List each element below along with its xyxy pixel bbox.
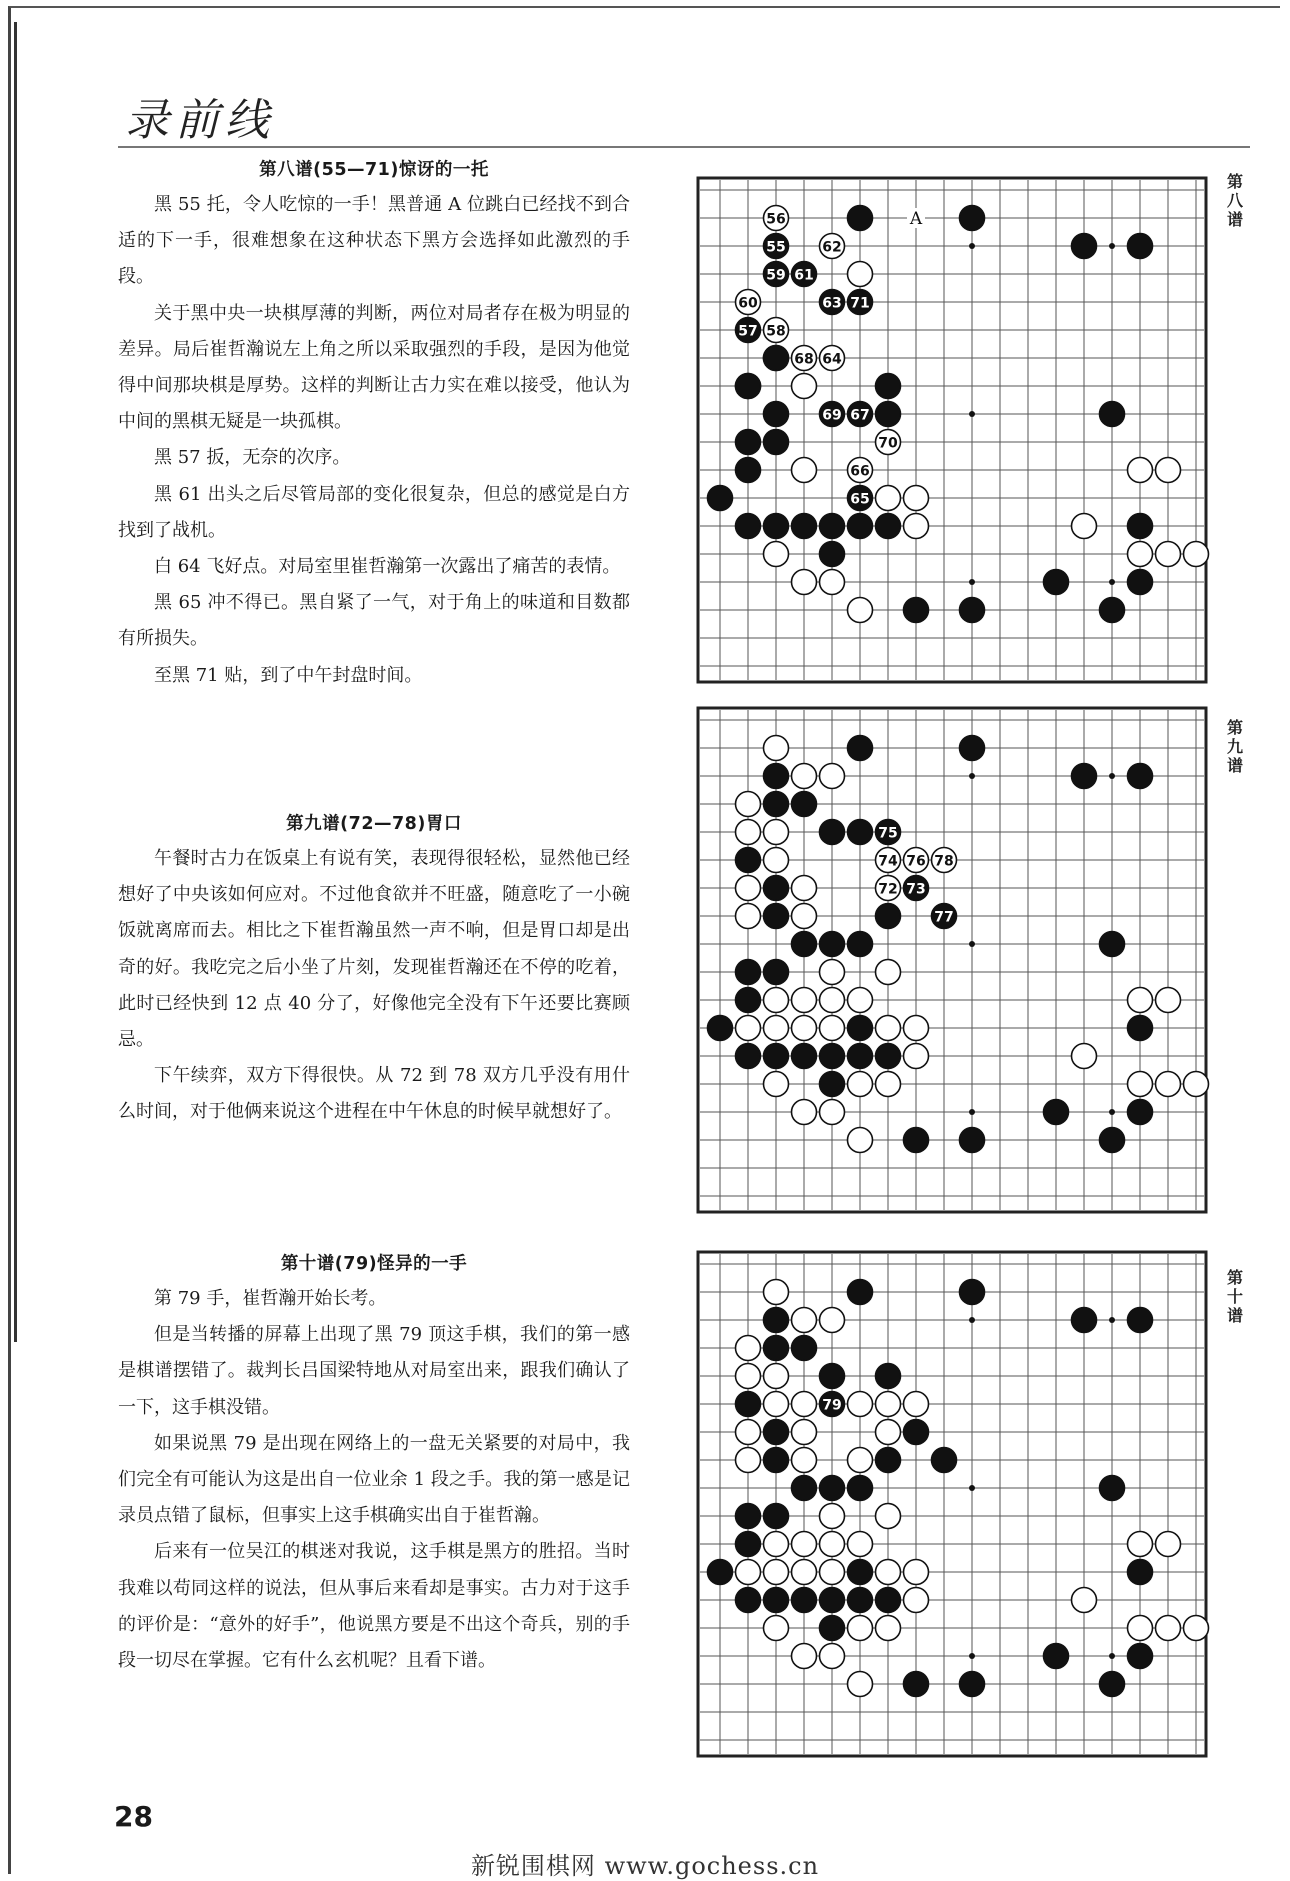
white-stone — [792, 1560, 817, 1585]
black-stone — [820, 1364, 845, 1389]
black-stone — [848, 736, 873, 761]
move-number: 73 — [906, 881, 926, 898]
black-stone — [820, 1588, 845, 1613]
white-stone — [792, 1100, 817, 1125]
black-stone — [1128, 1560, 1153, 1585]
white-stone — [904, 514, 929, 539]
black-stone — [904, 598, 929, 623]
black-stone — [1100, 402, 1125, 427]
black-stone — [848, 1044, 873, 1069]
paragraph: 白 64 飞好点。对局室里崔哲瀚第一次露出了痛苦的表情。 — [154, 556, 621, 578]
white-stone — [764, 736, 789, 761]
white-stone — [820, 988, 845, 1013]
white-stone — [736, 792, 761, 817]
black-stone — [764, 346, 789, 371]
paragraph: 黑 55 托，令人吃惊的一手！黑普通 A 位跳白已经找不到合适的下一手，很难想象在这种状态下黑方会选择如此激烈的手段。 — [118, 194, 630, 288]
move-number: 72 — [878, 881, 898, 898]
move-number: 67 — [850, 407, 870, 424]
black-stone — [876, 514, 901, 539]
star-point — [1109, 243, 1115, 249]
black-stone — [708, 486, 733, 511]
black-stone — [848, 1280, 873, 1305]
move-number: 56 — [766, 211, 786, 228]
white-stone — [1128, 988, 1153, 1013]
black-stone — [1128, 514, 1153, 539]
diagram-label: 第十谱 — [1226, 1268, 1243, 1325]
white-stone — [1156, 988, 1181, 1013]
white-stone — [848, 1672, 873, 1697]
paragraph: 如果说黑 79 是出现在网络上的一盘无关紧要的对局中，我们完全有可能认为这是出自一位业余 1 段之手。我的第一感是记录员点错了鼠标，但事实上这手棋确实出自于崔哲瀚。 — [118, 1432, 630, 1527]
black-stone — [848, 1476, 873, 1501]
paragraph: 黑 65 冲不得已。黑自紧了一气，对于角上的味道和目数都有所损失。 — [118, 592, 630, 650]
black-stone — [960, 1672, 985, 1697]
white-stone — [1184, 1616, 1209, 1641]
star-point — [1109, 1109, 1115, 1115]
white-stone — [736, 1336, 761, 1361]
white-stone — [848, 1072, 873, 1097]
white-stone — [876, 1016, 901, 1041]
white-stone — [848, 598, 873, 623]
footer-watermark: 新锐围棋网 www.gochess.cn — [470, 1852, 820, 1880]
move-number: 61 — [794, 267, 814, 284]
white-stone — [1128, 1616, 1153, 1641]
star-point — [969, 773, 975, 779]
white-stone — [1184, 1072, 1209, 1097]
letter-marker: A — [909, 209, 923, 229]
black-stone — [848, 514, 873, 539]
star-point — [969, 1109, 975, 1115]
black-stone — [904, 1128, 929, 1153]
move-number: 63 — [822, 295, 842, 312]
white-stone — [792, 876, 817, 901]
move-number: 78 — [934, 853, 954, 870]
paragraph: 第 79 手，崔哲瀚开始长考。 — [154, 1288, 387, 1309]
black-stone — [764, 1044, 789, 1069]
white-stone — [1128, 458, 1153, 483]
black-stone — [820, 1072, 845, 1097]
white-stone — [848, 1128, 873, 1153]
white-stone — [904, 1560, 929, 1585]
paragraph: 但是当转播的屏幕上出现了黑 79 顶这手棋，我们的第一感是棋谱摆错了。裁判长吕国梁特地从对局室出来，跟我们确认了一下，这手棋没错。 — [118, 1324, 630, 1418]
white-stone — [792, 1532, 817, 1557]
move-number: 62 — [822, 239, 842, 256]
section-title: 第九谱(72—78)胃口 — [286, 814, 462, 834]
white-stone — [764, 1392, 789, 1417]
page-number: 28 — [114, 1800, 153, 1833]
black-stone — [736, 374, 761, 399]
black-stone — [1044, 1100, 1069, 1125]
black-stone — [848, 1560, 873, 1585]
white-stone — [820, 570, 845, 595]
white-stone — [1156, 542, 1181, 567]
black-stone — [848, 1588, 873, 1613]
black-stone — [904, 1420, 929, 1445]
go-diagram-8 — [696, 176, 1216, 696]
black-stone — [736, 1392, 761, 1417]
black-stone — [764, 960, 789, 985]
black-stone — [736, 458, 761, 483]
black-stone — [820, 542, 845, 567]
white-stone — [792, 988, 817, 1013]
white-stone — [764, 542, 789, 567]
black-stone — [764, 430, 789, 455]
black-stone — [1100, 1476, 1125, 1501]
go-board — [696, 176, 1216, 696]
black-stone — [848, 206, 873, 231]
move-number: 60 — [738, 295, 758, 312]
binding-rule — [14, 22, 17, 1342]
star-point — [969, 243, 975, 249]
black-stone — [1100, 1672, 1125, 1697]
black-stone — [764, 1588, 789, 1613]
white-stone — [1128, 1532, 1153, 1557]
black-stone — [764, 876, 789, 901]
black-stone — [708, 1560, 733, 1585]
white-stone — [1072, 514, 1097, 539]
white-stone — [764, 1016, 789, 1041]
black-stone — [876, 1364, 901, 1389]
white-stone — [1072, 1588, 1097, 1613]
black-stone — [960, 1128, 985, 1153]
black-stone — [960, 1280, 985, 1305]
black-stone — [736, 514, 761, 539]
white-stone — [792, 1448, 817, 1473]
black-stone — [820, 514, 845, 539]
white-stone — [904, 486, 929, 511]
white-stone — [792, 374, 817, 399]
black-stone — [1072, 234, 1097, 259]
black-stone — [1100, 1128, 1125, 1153]
black-stone — [904, 1672, 929, 1697]
white-stone — [1128, 1072, 1153, 1097]
paragraph: 黑 61 出头之后尽管局部的变化很复杂，但总的感觉是白方找到了战机。 — [118, 483, 630, 541]
go-board — [696, 706, 1216, 1226]
black-stone — [1100, 598, 1125, 623]
black-stone — [764, 514, 789, 539]
white-stone — [764, 1532, 789, 1557]
black-stone — [764, 1420, 789, 1445]
white-stone — [736, 820, 761, 845]
white-stone — [764, 848, 789, 873]
black-stone — [848, 932, 873, 957]
black-stone — [1072, 764, 1097, 789]
black-stone — [792, 1588, 817, 1613]
black-stone — [764, 1504, 789, 1529]
star-point — [1109, 773, 1115, 779]
black-stone — [792, 1044, 817, 1069]
paragraph: 午餐时古力在饭桌上有说有笑，表现得很轻松，显然他已经想好了中央该如何应对。不过他食欲并不旺盛，随意吃了一小碗饭就离席而去。相比之下崔哲瀚虽然一声不响，但是胃口却是出奇的好。我吃完之后小坐了片刻，发现崔哲瀚还在不停的吃着，此时已经快到 12 点 40 分了，好像他完全没有下午还要比赛顾忌。 — [118, 848, 630, 1051]
white-stone — [876, 1072, 901, 1097]
black-stone — [876, 904, 901, 929]
white-stone — [1184, 542, 1209, 567]
go-diagram-9 — [696, 706, 1216, 1226]
move-number: 75 — [878, 825, 898, 842]
black-stone — [792, 514, 817, 539]
black-stone — [1044, 1644, 1069, 1669]
white-stone — [1156, 1532, 1181, 1557]
white-stone — [764, 1560, 789, 1585]
white-stone — [764, 988, 789, 1013]
white-stone — [876, 1560, 901, 1585]
black-stone — [1072, 1308, 1097, 1333]
section-title: 第八谱(55—71)惊讶的一托 — [259, 160, 489, 180]
move-number: 74 — [878, 853, 898, 870]
white-stone — [848, 1448, 873, 1473]
white-stone — [820, 1100, 845, 1125]
black-stone — [764, 764, 789, 789]
white-stone — [1156, 1072, 1181, 1097]
section-diagram-8 — [118, 156, 630, 694]
black-stone — [792, 1476, 817, 1501]
black-stone — [848, 1016, 873, 1041]
star-point — [1109, 1653, 1115, 1659]
paragraph: 关于黑中央一块棋厚薄的判断，两位对局者存在极为明显的差异。局后崔哲瀚说左上角之所以采取强烈的手段，是因为他觉得中间那块棋是厚势。这样的判断让古力实在难以接受，他认为中间的黑棋无疑是一块孤棋。 — [118, 302, 630, 433]
white-stone — [1072, 1044, 1097, 1069]
white-stone — [876, 960, 901, 985]
star-point — [969, 941, 975, 947]
go-board — [696, 1250, 1216, 1770]
white-stone — [904, 1588, 929, 1613]
star-point — [969, 579, 975, 585]
star-point — [969, 411, 975, 417]
black-stone — [736, 430, 761, 455]
white-stone — [792, 764, 817, 789]
white-stone — [764, 1280, 789, 1305]
white-stone — [736, 876, 761, 901]
move-number: 79 — [822, 1397, 842, 1414]
running-header: 录前线 — [125, 95, 275, 146]
white-stone — [848, 1392, 873, 1417]
move-number: 77 — [934, 909, 954, 926]
black-stone — [876, 1588, 901, 1613]
move-number: 59 — [766, 267, 786, 284]
black-stone — [960, 206, 985, 231]
white-stone — [876, 1392, 901, 1417]
white-stone — [820, 1532, 845, 1557]
white-stone — [1156, 458, 1181, 483]
black-stone — [764, 904, 789, 929]
black-stone — [736, 988, 761, 1013]
white-stone — [736, 904, 761, 929]
white-stone — [792, 1308, 817, 1333]
black-stone — [1128, 1308, 1153, 1333]
white-stone — [792, 1420, 817, 1445]
white-stone — [736, 1560, 761, 1585]
black-stone — [736, 1532, 761, 1557]
white-stone — [820, 1308, 845, 1333]
white-stone — [736, 1420, 761, 1445]
star-point — [969, 1485, 975, 1491]
black-stone — [820, 932, 845, 957]
black-stone — [1128, 764, 1153, 789]
black-stone — [820, 820, 845, 845]
white-stone — [736, 1016, 761, 1041]
white-stone — [820, 1644, 845, 1669]
move-number: 71 — [850, 295, 870, 312]
diagram-label: 第九谱 — [1226, 718, 1243, 775]
move-number: 69 — [822, 407, 842, 424]
white-stone — [820, 1560, 845, 1585]
move-number: 70 — [878, 435, 898, 452]
white-stone — [764, 1616, 789, 1641]
black-stone — [792, 1336, 817, 1361]
white-stone — [764, 1072, 789, 1097]
star-point — [1109, 579, 1115, 585]
header-rule — [118, 146, 1250, 148]
move-number: 65 — [850, 491, 870, 508]
black-stone — [1128, 1100, 1153, 1125]
white-stone — [904, 1044, 929, 1069]
paragraph: 黑 57 扳，无奈的次序。 — [154, 447, 351, 469]
black-stone — [764, 1448, 789, 1473]
white-stone — [848, 1616, 873, 1641]
go-diagram-10 — [696, 1250, 1216, 1770]
white-stone — [876, 1504, 901, 1529]
black-stone — [932, 1448, 957, 1473]
star-point — [969, 1317, 975, 1323]
white-stone — [792, 458, 817, 483]
black-stone — [1128, 1644, 1153, 1669]
black-stone — [764, 1336, 789, 1361]
move-number: 64 — [822, 351, 842, 368]
black-stone — [792, 792, 817, 817]
move-number: 55 — [766, 239, 786, 256]
white-stone — [848, 988, 873, 1013]
black-stone — [876, 374, 901, 399]
black-stone — [960, 598, 985, 623]
black-stone — [820, 1476, 845, 1501]
white-stone — [792, 904, 817, 929]
white-stone — [792, 1644, 817, 1669]
black-stone — [792, 932, 817, 957]
white-stone — [820, 1016, 845, 1041]
black-stone — [960, 736, 985, 761]
move-number: 76 — [906, 853, 926, 870]
section-diagram-10 — [118, 1250, 630, 1679]
move-number: 68 — [794, 351, 814, 368]
white-stone — [1156, 1616, 1181, 1641]
black-stone — [708, 1016, 733, 1041]
white-stone — [764, 1364, 789, 1389]
black-stone — [1044, 570, 1069, 595]
black-stone — [876, 1448, 901, 1473]
black-stone — [736, 1504, 761, 1529]
white-stone — [904, 1392, 929, 1417]
black-stone — [820, 1044, 845, 1069]
white-stone — [820, 960, 845, 985]
white-stone — [876, 486, 901, 511]
white-stone — [1128, 542, 1153, 567]
paragraph: 至黑 71 贴，到了中午封盘时间。 — [154, 664, 423, 686]
paragraph: 下午续弈，双方下得很快。从 72 到 78 双方几乎没有用什么时间，对于他俩来说这个进程在中午休息的时候早就想好了。 — [118, 1065, 630, 1123]
black-stone — [1128, 1016, 1153, 1041]
black-stone — [764, 402, 789, 427]
white-stone — [848, 1532, 873, 1557]
section-diagram-9 — [118, 810, 630, 1131]
black-stone — [764, 1308, 789, 1333]
diagram-label: 第八谱 — [1226, 172, 1243, 229]
white-stone — [792, 570, 817, 595]
white-stone — [904, 1016, 929, 1041]
black-stone — [736, 1044, 761, 1069]
black-stone — [736, 848, 761, 873]
white-stone — [848, 262, 873, 287]
black-stone — [1128, 570, 1153, 595]
white-stone — [736, 1364, 761, 1389]
white-stone — [876, 1616, 901, 1641]
move-number: 57 — [738, 323, 758, 340]
black-stone — [736, 1588, 761, 1613]
star-point — [1109, 1317, 1115, 1323]
move-number: 66 — [850, 463, 870, 480]
white-stone — [876, 1420, 901, 1445]
star-point — [969, 1653, 975, 1659]
section-title: 第十谱(79)怪异的一手 — [280, 1254, 468, 1274]
white-stone — [736, 1448, 761, 1473]
black-stone — [1100, 932, 1125, 957]
black-stone — [1128, 234, 1153, 259]
white-stone — [764, 820, 789, 845]
black-stone — [736, 960, 761, 985]
black-stone — [820, 1616, 845, 1641]
black-stone — [876, 402, 901, 427]
white-stone — [792, 1392, 817, 1417]
black-stone — [876, 1044, 901, 1069]
white-stone — [820, 1504, 845, 1529]
paragraph: 后来有一位吴江的棋迷对我说，这手棋是黑方的胜招。当时我难以苟同这样的说法，但从事后来看却是事实。古力对于这手的评价是：“意外的好手”，他说黑方要是不出这个奇兵，别的手段一切尽在掌握。它有什么玄机呢？且看下谱。 — [118, 1541, 630, 1672]
white-stone — [792, 1016, 817, 1041]
move-number: 58 — [766, 323, 786, 340]
white-stone — [820, 764, 845, 789]
black-stone — [848, 820, 873, 845]
black-stone — [764, 792, 789, 817]
